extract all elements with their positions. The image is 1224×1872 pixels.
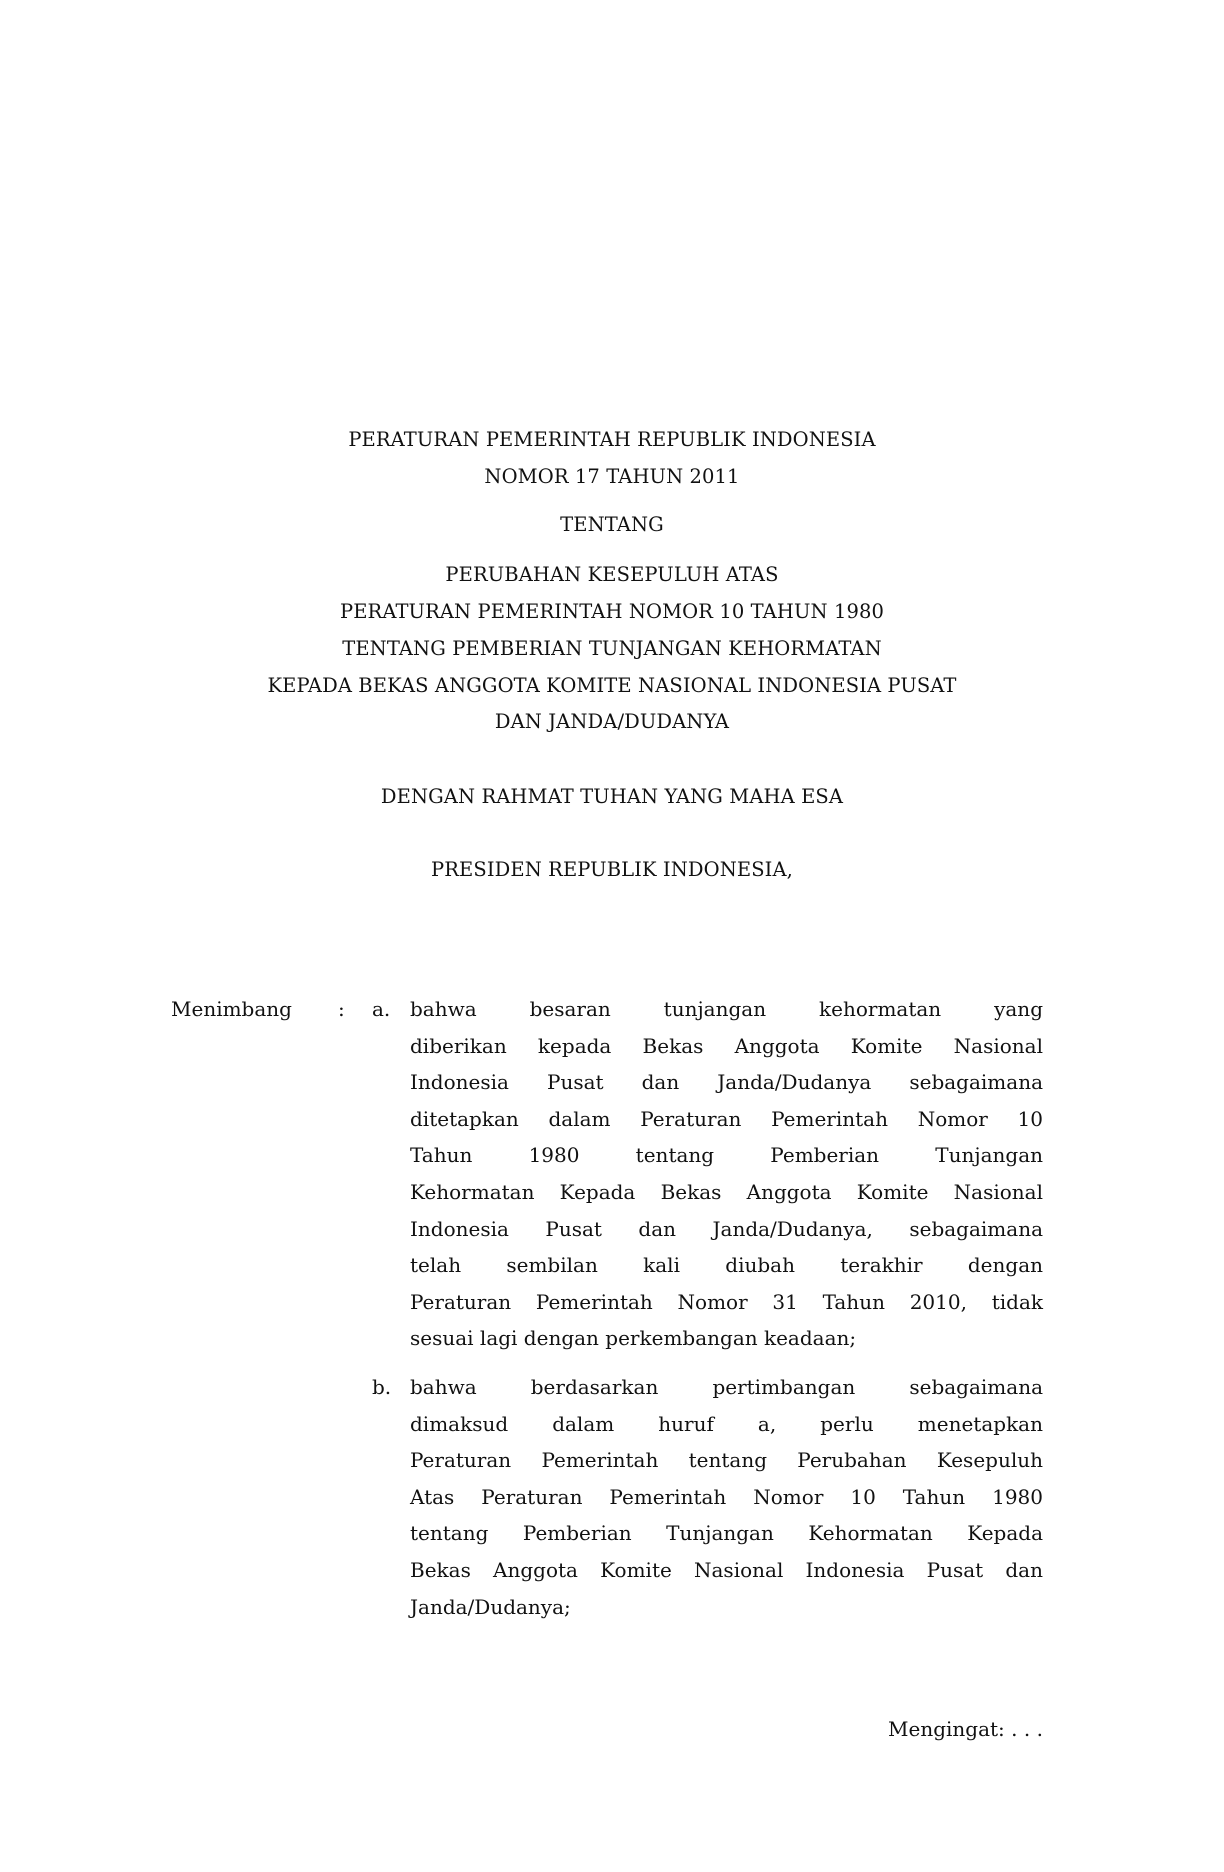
paragraph-line: tentang Pemberian Tunjangan Kehormatan Kepada [410,1521,1043,1546]
regulation-number: NOMOR 17 TAHUN 2011 [484,465,740,488]
considering-separator: : [338,997,345,1021]
paragraph-line: Peraturan Pemerintah tentang Perubahan Kesepuluh [410,1448,1043,1473]
paragraph-line: Kehormatan Kepada Bekas Anggota Komite Nasional [410,1179,1043,1204]
subject-line: KEPADA BEKAS ANGGOTA KOMITE NASIONAL INDONESIA PUSAT [267,674,957,697]
continuation-marker: Mengingat: . . . [888,1717,1043,1741]
considering-item-b [410,1375,1043,1631]
invocation: DENGAN RAHMAT TUHAN YANG MAHA ESA [380,785,844,808]
paragraph-line: Indonesia Pusat dan Janda/Dudanya sebagaimana [410,1070,1043,1095]
paragraph-line: dimaksud dalam huruf a, perlu menetapkan [410,1411,1043,1436]
item-marker-b: b. [372,1375,392,1399]
regulation-title: PERATURAN PEMERINTAH REPUBLIK INDONESIA [348,428,876,451]
considering-item-a [410,997,1043,1363]
subject-line: DAN JANDA/DUDANYA [494,710,730,733]
paragraph-line: Bekas Anggota Komite Nasional Indonesia Pusat dan [410,1557,1043,1582]
paragraph-line: ditetapkan dalam Peraturan Pemerintah Nomor 10 [410,1106,1043,1131]
paragraph-line: Peraturan Pemerintah Nomor 31 Tahun 2010, tidak [410,1289,1043,1314]
paragraph-line: sesuai lagi dengan perkembangan keadaan; [410,1326,857,1351]
subject-line: PERATURAN PEMERINTAH NOMOR 10 TAHUN 1980 [340,600,884,623]
paragraph-line: bahwa besaran tunjangan kehormatan yang [410,997,1043,1021]
paragraph-line: bahwa berdasarkan pertimbangan sebagaimana [410,1375,1043,1399]
subject-line: TENTANG PEMBERIAN TUNJANGAN KEHORMATAN [342,637,882,660]
paragraph-line: Indonesia Pusat dan Janda/Dudanya, sebagaimana [410,1216,1043,1241]
paragraph-line: Janda/Dudanya; [410,1594,571,1619]
item-marker-a: a. [372,997,391,1021]
paragraph-line: Tahun 1980 tentang Pemberian Tunjangan [410,1143,1043,1168]
paragraph-line: telah sembilan kali diubah terakhir dengan [410,1253,1043,1278]
considering-label: Menimbang [171,997,292,1021]
tentang-heading: TENTANG [560,513,664,536]
issuer: PRESIDEN REPUBLIK INDONESIA, [431,858,793,881]
paragraph-line: Atas Peraturan Pemerintah Nomor 10 Tahun 1980 [410,1484,1043,1509]
subject-line: PERUBAHAN KESEPULUH ATAS [445,563,779,586]
paragraph-line: diberikan kepada Bekas Anggota Komite Nasional [410,1033,1043,1058]
